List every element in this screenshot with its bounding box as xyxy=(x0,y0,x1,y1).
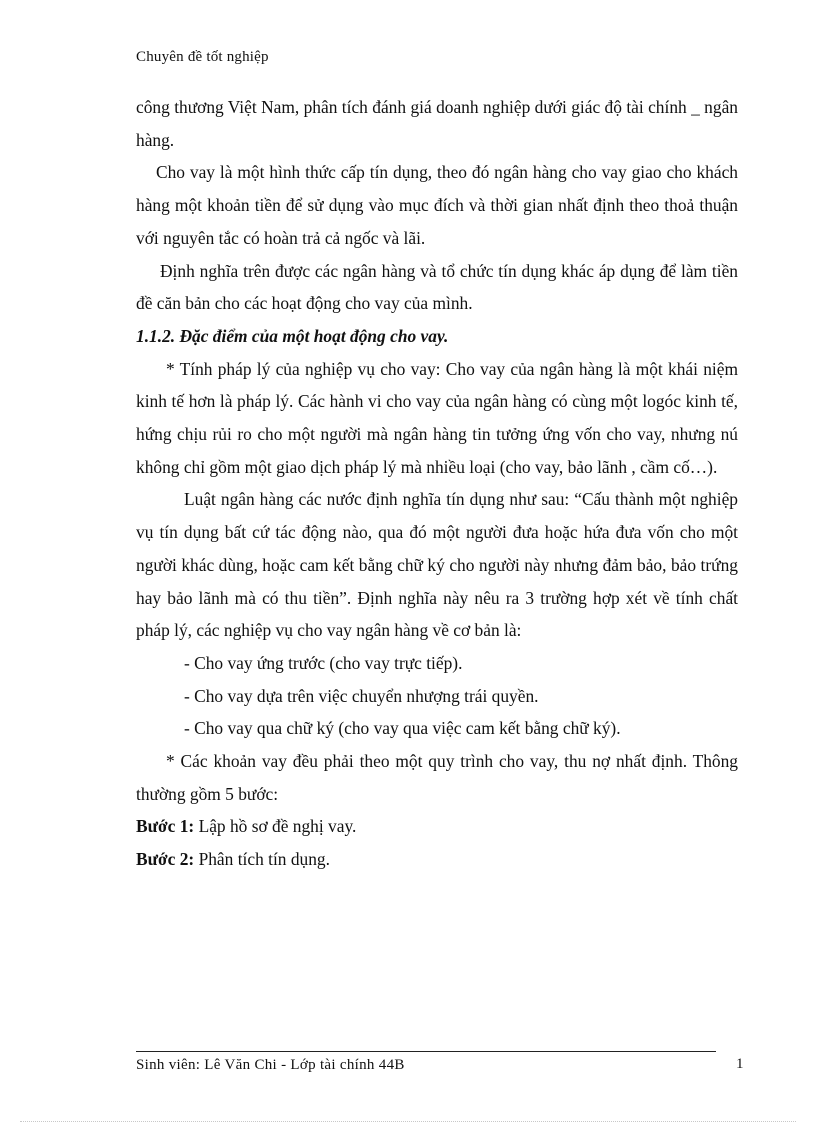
paragraph-6: * Các khoản vay đều phải theo một quy trình cho vay, thu nợ nhất định. Thông thường gồm 5 bước: xyxy=(136,751,738,804)
step-1-label: Bước 1: xyxy=(136,816,195,837)
page-header: Chuyên đề tốt nghiệp xyxy=(136,49,269,65)
page-number: 1 xyxy=(736,1056,744,1072)
paragraph-2: Cho vay là một hình thức cấp tín dụng, theo đó ngân hàng cho vay giao cho khách hàng một khoản tiền để sử dụng vào mục đích và thời gian nhất định theo thoả thuận với nguyên tắc có hoàn trả cả ngốc và lãi. xyxy=(136,162,738,248)
page-body xyxy=(136,91,738,876)
list-item: - Cho vay ứng trước (cho vay trực tiếp). xyxy=(184,652,463,673)
paragraph-4: * Tính pháp lý của nghiệp vụ cho vay: Cho vay của ngân hàng là một khái niệm kinh tế hơn là pháp lý. Các hành vi cho vay của ngân hàng có cùng một logóc kinh tế, hứng chịu rủi ro cho một người mà ngân hàng tin tưởng ứng vốn cho vay, nhưng nú không chỉ gồm một giao dịch pháp lý mà nhiều loại (cho vay, bảo lãnh , cầm cố…). xyxy=(136,358,738,477)
step-2-text: Phân tích tín dụng. xyxy=(194,849,330,870)
paragraph-1: công thương Việt Nam, phân tích đánh giá doanh nghiệp dưới giác độ tài chính _ ngân hàng. xyxy=(136,97,738,150)
footer-text: Sinh viên: Lê Văn Chi - Lớp tài chính 44B xyxy=(136,1057,405,1073)
paragraph-5: Luật ngân hàng các nước định nghĩa tín dụng như sau: “Cấu thành một nghiệp vụ tín dụng bất cứ tác động nào, qua đó một người đưa hoặc hứa đưa vốn cho một người khác dùng, hoặc cam kết bằng chữ ký cho người này nhưng đảm bảo, bảo trứng hay bảo lãnh mà có thu tiền”. Định nghĩa này nêu ra 3 trường hợp xét về tính chất pháp lý, các nghiệp vụ cho vay ngân hàng về cơ bản là: xyxy=(136,489,738,641)
step-2 xyxy=(136,843,738,876)
paragraph-3: Định nghĩa trên được các ngân hàng và tổ chức tín dụng khác áp dụng để làm tiền đề căn bản cho các hoạt động cho vay của mình. xyxy=(136,260,738,314)
step-1 xyxy=(136,810,738,843)
step-2-label: Bước 2: xyxy=(136,849,195,870)
page-edge xyxy=(20,1121,796,1122)
footer-divider xyxy=(136,1051,716,1052)
step-1-text: Lập hồ sơ đề nghị vay. xyxy=(194,816,357,837)
list-item: - Cho vay qua chữ ký (cho vay qua việc cam kết bằng chữ ký). xyxy=(184,718,621,739)
list-item: - Cho vay dựa trên việc chuyển nhượng trái quyền. xyxy=(184,685,539,706)
section-heading: 1.1.2. Đặc điểm của một hoạt động cho vay. xyxy=(136,325,449,346)
